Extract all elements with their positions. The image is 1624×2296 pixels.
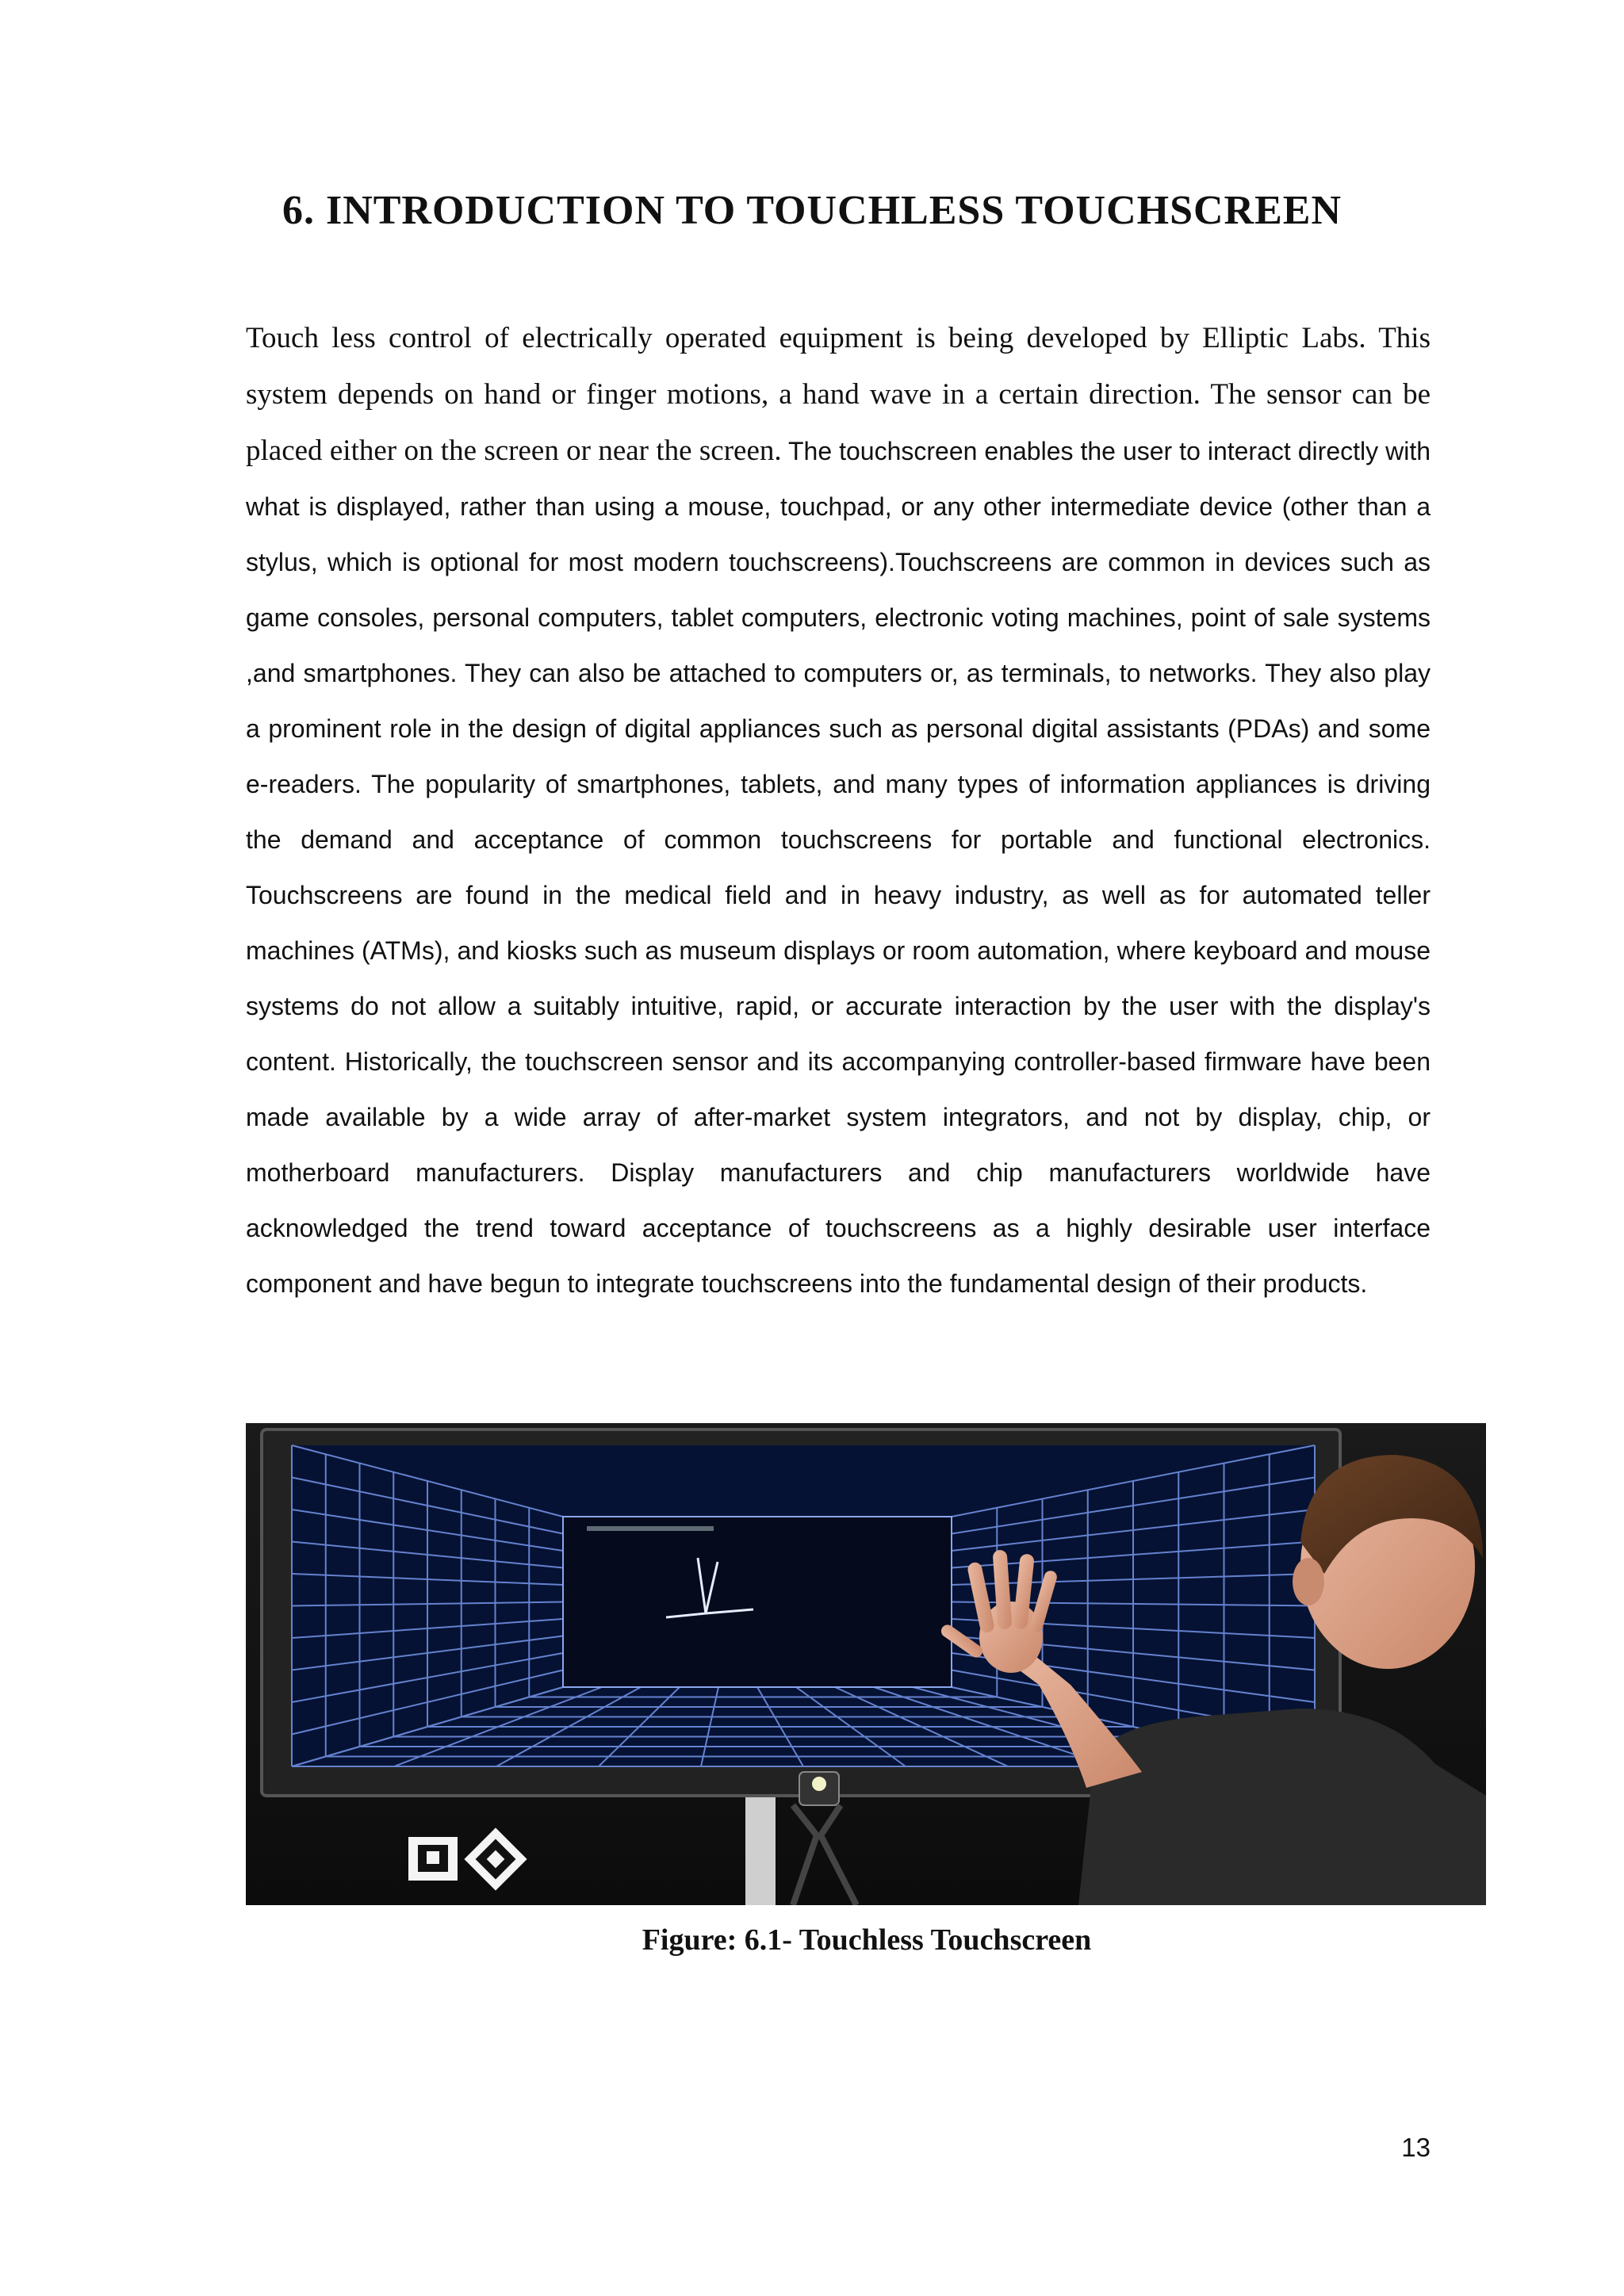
touchscreen-photo-illustration: [246, 1423, 1486, 1905]
page-number: 13: [1401, 2133, 1431, 2162]
paragraph-serif-text: Touch less control of electrically operated equipment is being developed by Elliptic Labs. This system depends on hand or finger motions, a hand wave in a certain direction. The sensor can be placed either on the screen or near the screen.: [246, 322, 1431, 467]
page-title: 6. INTRODUCTION TO TOUCHLESS TOUCHSCREEN: [282, 188, 1342, 233]
figure-touchless-touchscreen-photo: [246, 1423, 1486, 1905]
grid-back-wall: [563, 1517, 952, 1687]
body-paragraph: [246, 311, 1431, 1312]
figure-caption: Figure: 6.1- Touchless Touchscreen: [642, 1923, 1092, 1957]
paragraph-sans-text: The touchscreen enables the user to interact directly with what is displayed, rather than using a mouse, touchpad, or any other intermediate device (other than a stylus, which is optional for most modern touchscreens).Touchscreens are common in devices such as game consoles, personal computers, tablet computers, electronic voting machines, point of sale systems ,and smartphones. They can also be attached to computers or, as terminals, to networks. They also play a prominent role in the design of digital appliances such as personal digital assistants (PDAs) and some e-readers. The popularity of smartphones, tablets, and many types of information appliances is driving the demand and acceptance of common touchscreens for portable and functional electronics. Touchscreens are found in the medical field and in heavy industry, as well as for automated teller machines (ATMs), and kiosks such as museum displays or room automation, where keyboard and mouse systems do not allow a suitably intuitive, rapid, or accurate interaction by the user with the display's content. Historically, the touchscreen sensor and its accompanying controller-based firmware have been made available by a wide array of after-market system integrators, and not by display, chip, or motherboard manufacturers. Display manufacturers and chip manufacturers worldwide have acknowledged the trend toward acceptance of touchscreens as a highly desirable user interface component and have begun to integrate touchscreens into the fundamental design of their products.: [246, 437, 1431, 1298]
